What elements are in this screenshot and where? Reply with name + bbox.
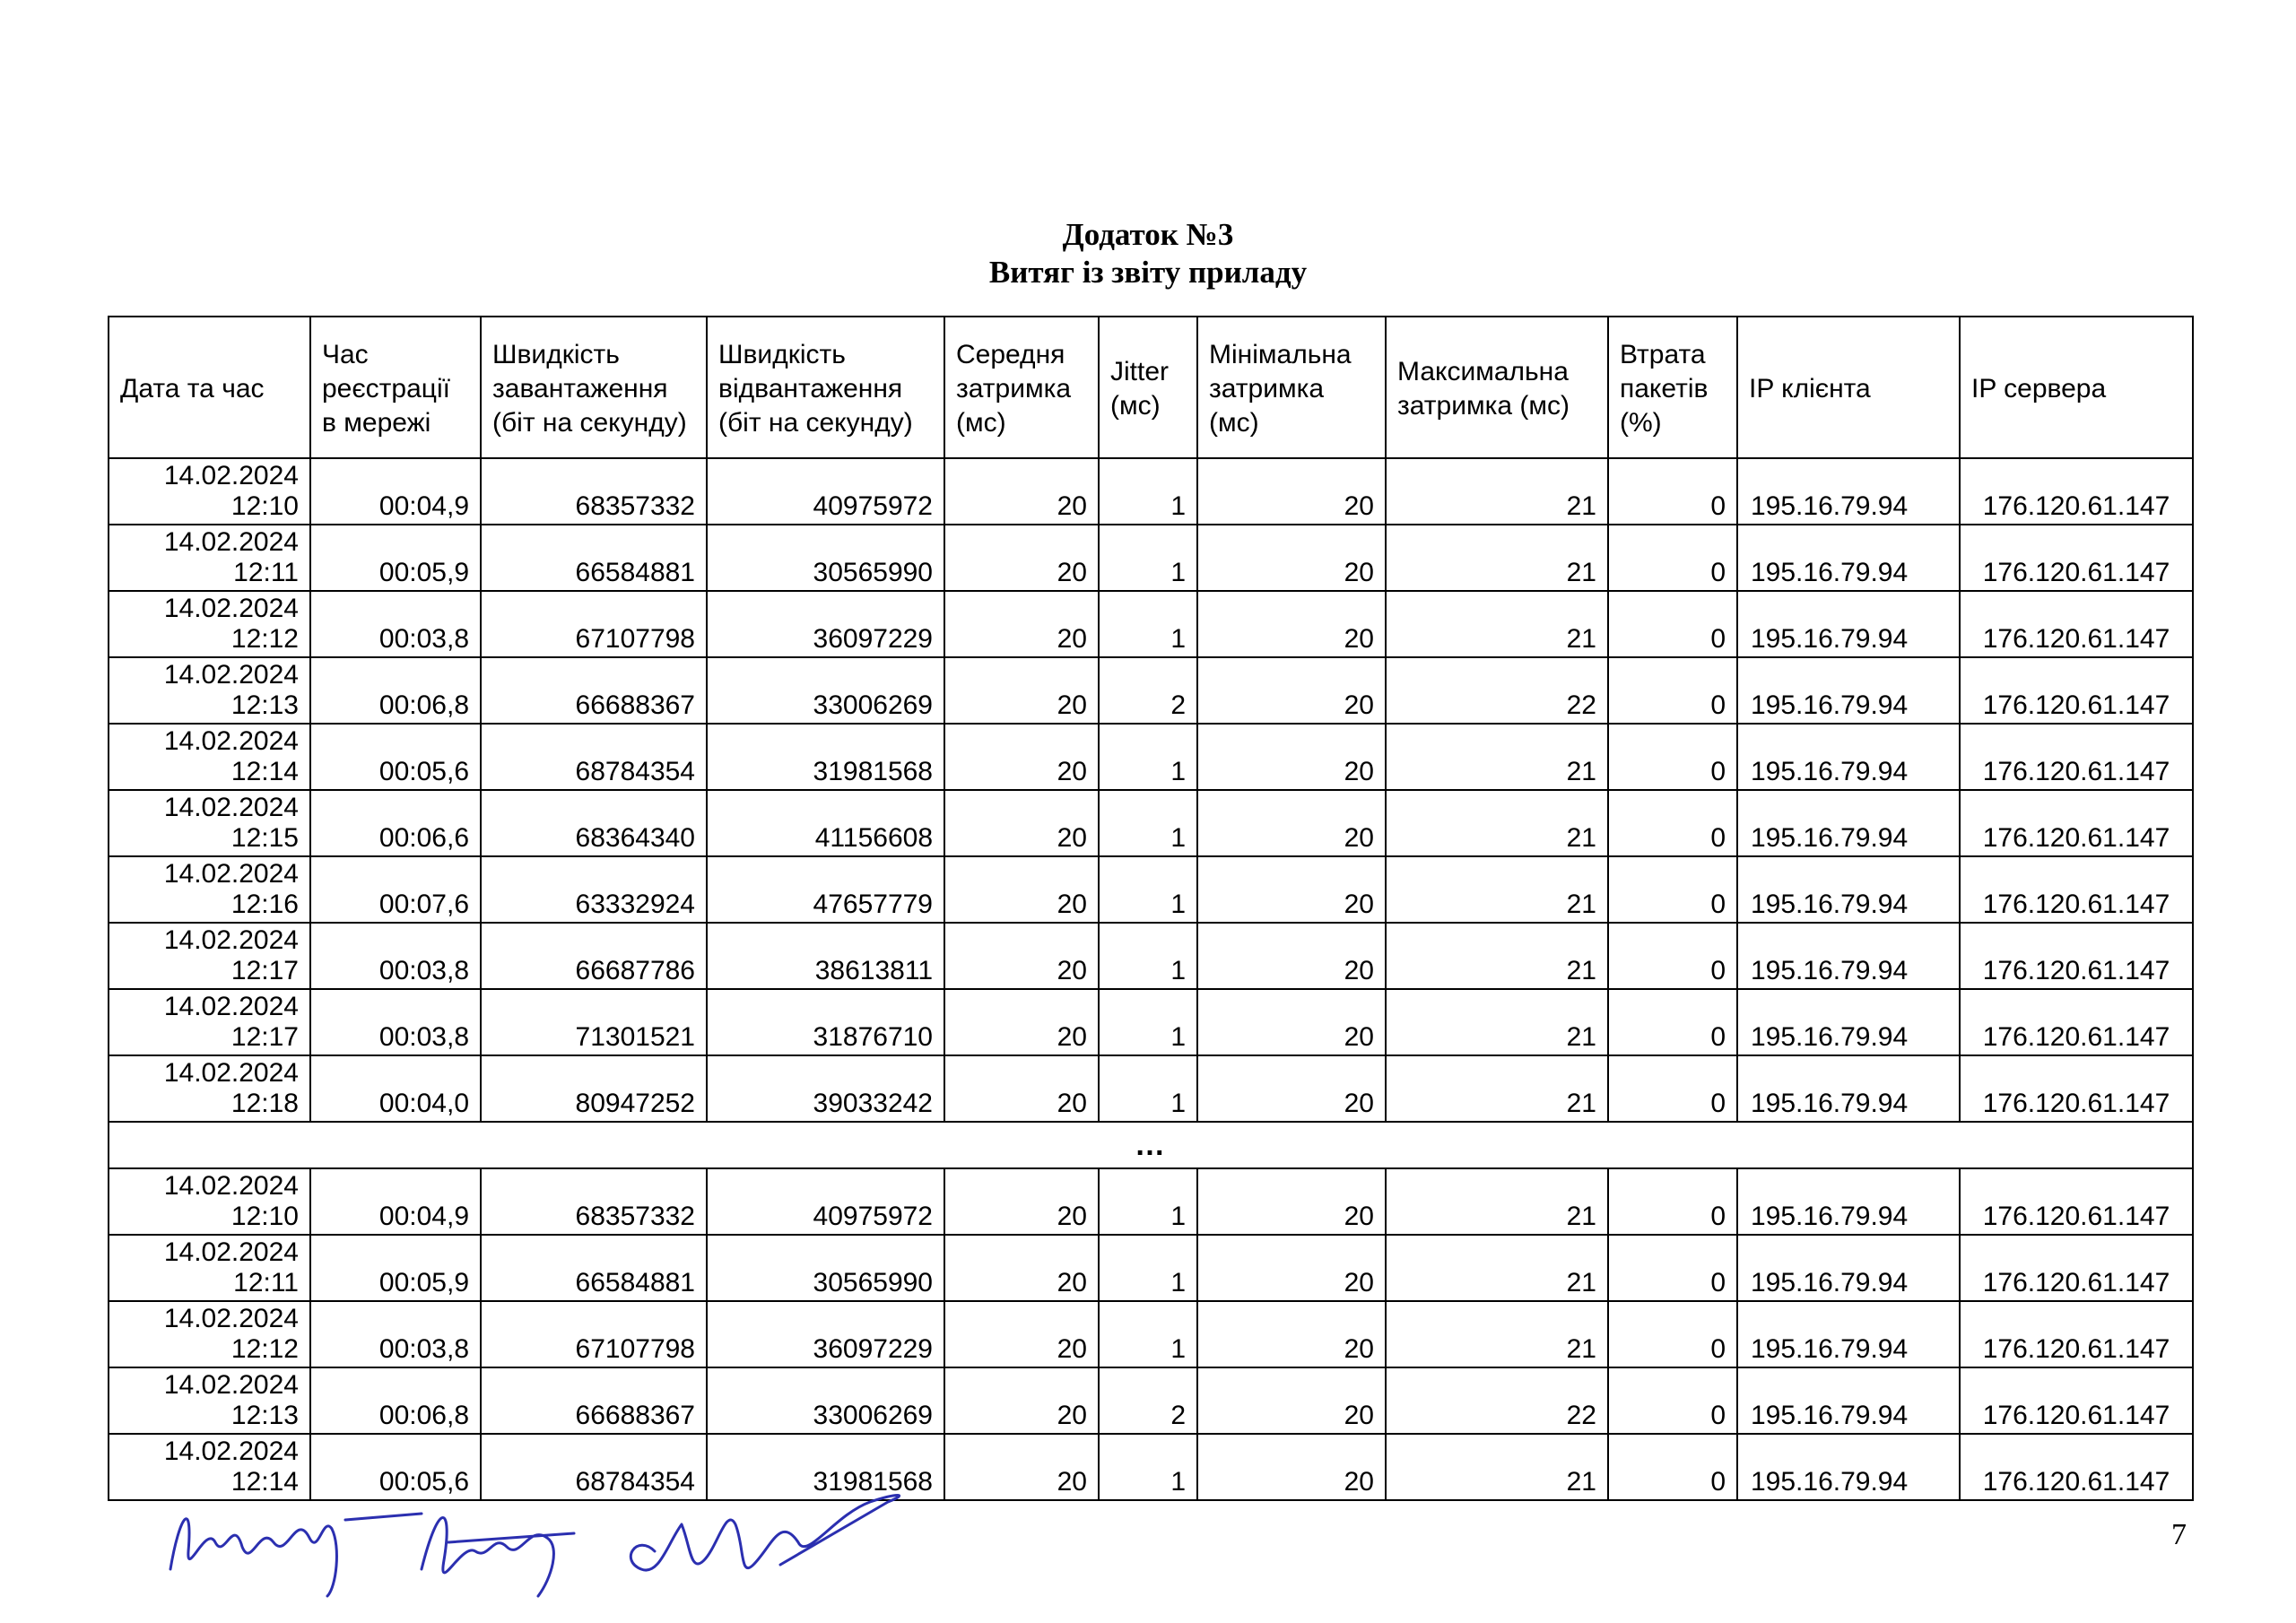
cell-registration-time: 00:05,9 <box>310 1235 481 1301</box>
cell-avg-latency: 20 <box>944 790 1099 856</box>
cell-packet-loss: 0 <box>1608 1235 1737 1301</box>
cell-registration-time: 00:05,6 <box>310 1434 481 1500</box>
cell-packet-loss: 0 <box>1608 525 1737 591</box>
cell-datetime: 14.02.2024 12:10 <box>109 458 310 525</box>
cell-min-latency: 20 <box>1197 525 1386 591</box>
column-header-datetime: Дата та час <box>109 317 310 458</box>
cell-datetime: 14.02.2024 12:12 <box>109 591 310 657</box>
cell-min-latency: 20 <box>1197 1434 1386 1500</box>
cell-upload-speed: 36097229 <box>707 591 944 657</box>
cell-registration-time: 00:03,8 <box>310 1301 481 1367</box>
cell-registration-time: 00:06,8 <box>310 1367 481 1434</box>
cell-jitter: 1 <box>1099 591 1197 657</box>
cell-max-latency: 21 <box>1386 1055 1608 1122</box>
table-row <box>109 591 2193 657</box>
cell-download-speed: 66584881 <box>481 1235 707 1301</box>
cell-upload-speed: 40975972 <box>707 1168 944 1235</box>
cell-download-speed: 68364340 <box>481 790 707 856</box>
cell-jitter: 1 <box>1099 1168 1197 1235</box>
cell-jitter: 1 <box>1099 1301 1197 1367</box>
cell-download-speed: 66688367 <box>481 1367 707 1434</box>
cell-max-latency: 21 <box>1386 1168 1608 1235</box>
cell-packet-loss: 0 <box>1608 1168 1737 1235</box>
cell-registration-time: 00:06,8 <box>310 657 481 724</box>
cell-avg-latency: 20 <box>944 591 1099 657</box>
cell-avg-latency: 20 <box>944 1434 1099 1500</box>
cell-client-ip: 195.16.79.94 <box>1737 1235 1960 1301</box>
cell-upload-speed: 31876710 <box>707 989 944 1055</box>
cell-jitter: 2 <box>1099 657 1197 724</box>
cell-max-latency: 21 <box>1386 724 1608 790</box>
cell-packet-loss: 0 <box>1608 657 1737 724</box>
cell-avg-latency: 20 <box>944 1235 1099 1301</box>
cell-min-latency: 20 <box>1197 1367 1386 1434</box>
cell-jitter: 2 <box>1099 1367 1197 1434</box>
cell-packet-loss: 0 <box>1608 989 1737 1055</box>
cell-datetime: 14.02.2024 12:17 <box>109 923 310 989</box>
cell-min-latency: 20 <box>1197 657 1386 724</box>
appendix-subtitle: Витяг із звіту приладу <box>988 255 1308 290</box>
cell-packet-loss: 0 <box>1608 923 1737 989</box>
cell-max-latency: 22 <box>1386 1367 1608 1434</box>
table-row <box>109 458 2193 525</box>
cell-jitter: 1 <box>1099 1235 1197 1301</box>
table-row <box>109 790 2193 856</box>
cell-min-latency: 20 <box>1197 458 1386 525</box>
cell-upload-speed: 40975972 <box>707 458 944 525</box>
cell-avg-latency: 20 <box>944 1367 1099 1434</box>
cell-upload-speed: 33006269 <box>707 1367 944 1434</box>
cell-min-latency: 20 <box>1197 1235 1386 1301</box>
cell-packet-loss: 0 <box>1608 591 1737 657</box>
cell-max-latency: 21 <box>1386 591 1608 657</box>
cell-jitter: 1 <box>1099 790 1197 856</box>
cell-server-ip: 176.120.61.147 <box>1960 1235 2193 1301</box>
cell-datetime: 14.02.2024 12:15 <box>109 790 310 856</box>
cell-upload-speed: 30565990 <box>707 525 944 591</box>
cell-client-ip: 195.16.79.94 <box>1737 724 1960 790</box>
cell-datetime: 14.02.2024 12:10 <box>109 1168 310 1235</box>
cell-jitter: 1 <box>1099 923 1197 989</box>
speed-test-report-table <box>108 316 2194 1501</box>
cell-server-ip: 176.120.61.147 <box>1960 989 2193 1055</box>
cell-avg-latency: 20 <box>944 1055 1099 1122</box>
cell-avg-latency: 20 <box>944 1168 1099 1235</box>
cell-download-speed: 71301521 <box>481 989 707 1055</box>
cell-client-ip: 195.16.79.94 <box>1737 1168 1960 1235</box>
cell-avg-latency: 20 <box>944 724 1099 790</box>
cell-client-ip: 195.16.79.94 <box>1737 1367 1960 1434</box>
cell-client-ip: 195.16.79.94 <box>1737 458 1960 525</box>
cell-avg-latency: 20 <box>944 458 1099 525</box>
cell-client-ip: 195.16.79.94 <box>1737 525 1960 591</box>
cell-max-latency: 21 <box>1386 458 1608 525</box>
cell-download-speed: 68357332 <box>481 1168 707 1235</box>
signature-2 <box>422 1518 574 1597</box>
cell-max-latency: 21 <box>1386 923 1608 989</box>
cell-download-speed: 67107798 <box>481 591 707 657</box>
table-row <box>109 1235 2193 1301</box>
ellipsis-row <box>109 1122 2193 1168</box>
cell-server-ip: 176.120.61.147 <box>1960 657 2193 724</box>
cell-jitter: 1 <box>1099 458 1197 525</box>
table-row <box>109 1301 2193 1367</box>
cell-server-ip: 176.120.61.147 <box>1960 724 2193 790</box>
cell-min-latency: 20 <box>1197 989 1386 1055</box>
cell-upload-speed: 33006269 <box>707 657 944 724</box>
cell-jitter: 1 <box>1099 525 1197 591</box>
cell-download-speed: 66584881 <box>481 525 707 591</box>
table-row <box>109 724 2193 790</box>
cell-download-speed: 63332924 <box>481 856 707 923</box>
cell-avg-latency: 20 <box>944 1301 1099 1367</box>
table-row <box>109 1367 2193 1434</box>
table-row <box>109 525 2193 591</box>
cell-avg-latency: 20 <box>944 923 1099 989</box>
table-row <box>109 856 2193 923</box>
cell-packet-loss: 0 <box>1608 1301 1737 1367</box>
cell-server-ip: 176.120.61.147 <box>1960 1367 2193 1434</box>
cell-download-speed: 68784354 <box>481 1434 707 1500</box>
column-header-download-speed: Швидкість завантаження (біт на секунду) <box>481 317 707 458</box>
table-row <box>109 923 2193 989</box>
cell-client-ip: 195.16.79.94 <box>1737 591 1960 657</box>
column-header-max-latency: Максимальна затримка (мс) <box>1386 317 1608 458</box>
cell-datetime: 14.02.2024 12:11 <box>109 1235 310 1301</box>
cell-upload-speed: 47657779 <box>707 856 944 923</box>
cell-datetime: 14.02.2024 12:14 <box>109 724 310 790</box>
cell-min-latency: 20 <box>1197 923 1386 989</box>
cell-max-latency: 21 <box>1386 989 1608 1055</box>
cell-max-latency: 21 <box>1386 1301 1608 1367</box>
table-row <box>109 657 2193 724</box>
column-header-upload-speed: Швидкість відвантаження (біт на секунду) <box>707 317 944 458</box>
cell-client-ip: 195.16.79.94 <box>1737 989 1960 1055</box>
cell-jitter: 1 <box>1099 989 1197 1055</box>
cell-download-speed: 67107798 <box>481 1301 707 1367</box>
cell-server-ip: 176.120.61.147 <box>1960 525 2193 591</box>
signature-1 <box>170 1514 422 1596</box>
cell-datetime: 14.02.2024 12:12 <box>109 1301 310 1367</box>
cell-registration-time: 00:07,6 <box>310 856 481 923</box>
cell-upload-speed: 38613811 <box>707 923 944 989</box>
table-header-row <box>109 317 2193 458</box>
cell-max-latency: 21 <box>1386 1434 1608 1500</box>
cell-upload-speed: 39033242 <box>707 1055 944 1122</box>
cell-min-latency: 20 <box>1197 1168 1386 1235</box>
column-header-registration-time: Час реєстрації в мережі <box>310 317 481 458</box>
cell-client-ip: 195.16.79.94 <box>1737 657 1960 724</box>
cell-max-latency: 21 <box>1386 856 1608 923</box>
cell-server-ip: 176.120.61.147 <box>1960 1301 2193 1367</box>
cell-registration-time: 00:05,9 <box>310 525 481 591</box>
column-header-packet-loss: Втрата пакетів (%) <box>1608 317 1737 458</box>
cell-registration-time: 00:04,9 <box>310 1168 481 1235</box>
column-header-avg-latency: Середня затримка (мс) <box>944 317 1099 458</box>
cell-download-speed: 80947252 <box>481 1055 707 1122</box>
cell-packet-loss: 0 <box>1608 1055 1737 1122</box>
cell-download-speed: 66688367 <box>481 657 707 724</box>
cell-registration-time: 00:03,8 <box>310 591 481 657</box>
cell-upload-speed: 30565990 <box>707 1235 944 1301</box>
cell-registration-time: 00:04,0 <box>310 1055 481 1122</box>
cell-max-latency: 21 <box>1386 790 1608 856</box>
table-row <box>109 1055 2193 1122</box>
cell-datetime: 14.02.2024 12:16 <box>109 856 310 923</box>
cell-packet-loss: 0 <box>1608 856 1737 923</box>
cell-server-ip: 176.120.61.147 <box>1960 1434 2193 1500</box>
cell-avg-latency: 20 <box>944 657 1099 724</box>
ellipsis-cell: … <box>109 1122 2193 1168</box>
cell-min-latency: 20 <box>1197 856 1386 923</box>
cell-server-ip: 176.120.61.147 <box>1960 458 2193 525</box>
column-header-jitter: Jitter (мс) <box>1099 317 1197 458</box>
cell-datetime: 14.02.2024 12:14 <box>109 1434 310 1500</box>
cell-registration-time: 00:06,6 <box>310 790 481 856</box>
cell-download-speed: 66687786 <box>481 923 707 989</box>
cell-datetime: 14.02.2024 12:13 <box>109 657 310 724</box>
cell-packet-loss: 0 <box>1608 1367 1737 1434</box>
table-row <box>109 1168 2193 1235</box>
cell-registration-time: 00:04,9 <box>310 458 481 525</box>
cell-server-ip: 176.120.61.147 <box>1960 923 2193 989</box>
cell-server-ip: 176.120.61.147 <box>1960 1168 2193 1235</box>
cell-server-ip: 176.120.61.147 <box>1960 856 2193 923</box>
column-header-server-ip: IP сервера <box>1960 317 2193 458</box>
signatures <box>152 1462 924 1614</box>
cell-max-latency: 21 <box>1386 525 1608 591</box>
cell-jitter: 1 <box>1099 1055 1197 1122</box>
cell-jitter: 1 <box>1099 856 1197 923</box>
cell-min-latency: 20 <box>1197 1055 1386 1122</box>
appendix-title: Додаток №3 <box>1062 217 1234 252</box>
cell-registration-time: 00:03,8 <box>310 989 481 1055</box>
cell-packet-loss: 0 <box>1608 724 1737 790</box>
cell-registration-time: 00:05,6 <box>310 724 481 790</box>
cell-max-latency: 21 <box>1386 1235 1608 1301</box>
column-header-min-latency: Мінімальна затримка (мс) <box>1197 317 1386 458</box>
cell-registration-time: 00:03,8 <box>310 923 481 989</box>
cell-client-ip: 195.16.79.94 <box>1737 1301 1960 1367</box>
cell-client-ip: 195.16.79.94 <box>1737 1055 1960 1122</box>
cell-upload-speed: 31981568 <box>707 1434 944 1500</box>
cell-upload-speed: 31981568 <box>707 724 944 790</box>
cell-min-latency: 20 <box>1197 591 1386 657</box>
signature-3 <box>631 1496 899 1571</box>
cell-upload-speed: 36097229 <box>707 1301 944 1367</box>
cell-avg-latency: 20 <box>944 856 1099 923</box>
cell-upload-speed: 41156608 <box>707 790 944 856</box>
cell-min-latency: 20 <box>1197 724 1386 790</box>
cell-min-latency: 20 <box>1197 1301 1386 1367</box>
cell-packet-loss: 0 <box>1608 458 1737 525</box>
cell-client-ip: 195.16.79.94 <box>1737 856 1960 923</box>
cell-download-speed: 68357332 <box>481 458 707 525</box>
cell-client-ip: 195.16.79.94 <box>1737 1434 1960 1500</box>
cell-client-ip: 195.16.79.94 <box>1737 923 1960 989</box>
cell-server-ip: 176.120.61.147 <box>1960 591 2193 657</box>
cell-packet-loss: 0 <box>1608 790 1737 856</box>
cell-datetime: 14.02.2024 12:17 <box>109 989 310 1055</box>
cell-download-speed: 68784354 <box>481 724 707 790</box>
cell-packet-loss: 0 <box>1608 1434 1737 1500</box>
cell-min-latency: 20 <box>1197 790 1386 856</box>
column-header-client-ip: IP клієнта <box>1737 317 1960 458</box>
cell-jitter: 1 <box>1099 724 1197 790</box>
cell-client-ip: 195.16.79.94 <box>1737 790 1960 856</box>
cell-datetime: 14.02.2024 12:13 <box>109 1367 310 1434</box>
cell-avg-latency: 20 <box>944 525 1099 591</box>
cell-server-ip: 176.120.61.147 <box>1960 1055 2193 1122</box>
cell-datetime: 14.02.2024 12:18 <box>109 1055 310 1122</box>
table-row <box>109 989 2193 1055</box>
cell-jitter: 1 <box>1099 1434 1197 1500</box>
cell-datetime: 14.02.2024 12:11 <box>109 525 310 591</box>
cell-server-ip: 176.120.61.147 <box>1960 790 2193 856</box>
cell-avg-latency: 20 <box>944 989 1099 1055</box>
cell-max-latency: 22 <box>1386 657 1608 724</box>
page-number: 7 <box>2171 1518 2187 1551</box>
